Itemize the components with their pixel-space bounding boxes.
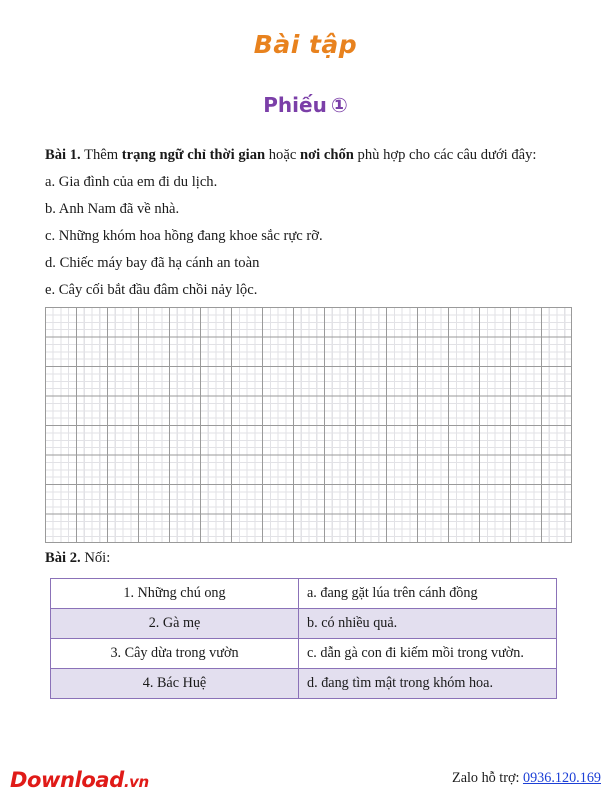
table-row[interactable]: [51, 669, 557, 699]
match-right-item[interactable]: d. đang tìm mật trong khóm hoa.: [299, 669, 557, 699]
exercise-1-item-e: e. Cây cối bắt đầu đâm chồi nảy lộc.: [45, 282, 258, 298]
worksheet-number-heading: [0, 93, 611, 117]
page-title-text: Bài tập: [253, 30, 358, 59]
match-left-item[interactable]: 2. Gà mẹ: [51, 609, 299, 639]
download-vn-logo[interactable]: [10, 768, 149, 792]
exercise-1-prompt-bold-2: nơi chốn: [299, 147, 354, 163]
table-row[interactable]: [51, 579, 557, 609]
zalo-support-label: Zalo hỗ trợ:: [452, 770, 523, 786]
match-right-item[interactable]: b. có nhiều quả.: [299, 609, 557, 639]
match-right-item[interactable]: c. dẫn gà con đi kiếm mồi trong vườn.: [299, 639, 557, 669]
zalo-phone-link[interactable]: 0936.120.169: [522, 770, 601, 786]
exercise-1-prompt-part-1: Thêm: [80, 147, 122, 163]
exercise-1-item-c: c. Những khóm hoa hồng đang khoe sắc rực rỡ.: [45, 228, 323, 244]
match-right-item[interactable]: a. đang gặt lúa trên cánh đồng: [299, 579, 557, 609]
match-left-item[interactable]: 1. Những chú ong: [51, 579, 299, 609]
logo-tld: .vn: [123, 773, 149, 791]
match-left-item[interactable]: 4. Bác Huệ: [51, 669, 299, 699]
exercise-1-prompt-part-3: phù hợp cho các câu dưới đây:: [353, 147, 537, 163]
zalo-support: [452, 770, 601, 787]
answer-grid-area[interactable]: [45, 307, 572, 543]
exercise-1-prompt: [45, 142, 575, 169]
logo-name: Download: [10, 768, 124, 792]
circled-number-one-icon: ①: [330, 93, 348, 117]
match-left-item[interactable]: 3. Cây dừa trong vườn: [51, 639, 299, 669]
worksheet-number-label: Phiếu: [263, 93, 327, 117]
exercise-1-prompt-bold-1: trạng ngữ chỉ thời gian: [121, 147, 266, 163]
exercise-2-label: Bài 2.: [45, 550, 81, 566]
page-footer: [0, 762, 611, 802]
table-row[interactable]: [51, 639, 557, 669]
exercise-1-label: Bài 1.: [45, 147, 81, 163]
exercise-1-item-b: b. Anh Nam đã về nhà.: [45, 201, 180, 217]
table-row[interactable]: [51, 609, 557, 639]
exercise-1-item-a: a. Gia đình của em đi du lịch.: [45, 174, 218, 190]
page-title: [0, 30, 611, 59]
exercise-1-item-d: d. Chiếc máy bay đã hạ cánh an toàn: [45, 255, 260, 271]
exercise-2-prompt: [45, 550, 110, 567]
matching-table: [50, 578, 557, 699]
exercise-2-prompt-text: Nối:: [80, 550, 111, 566]
exercise-1-prompt-part-2: hoặc: [265, 147, 300, 163]
exercise-1-block: [45, 142, 575, 304]
matching-table-body: [51, 579, 557, 699]
